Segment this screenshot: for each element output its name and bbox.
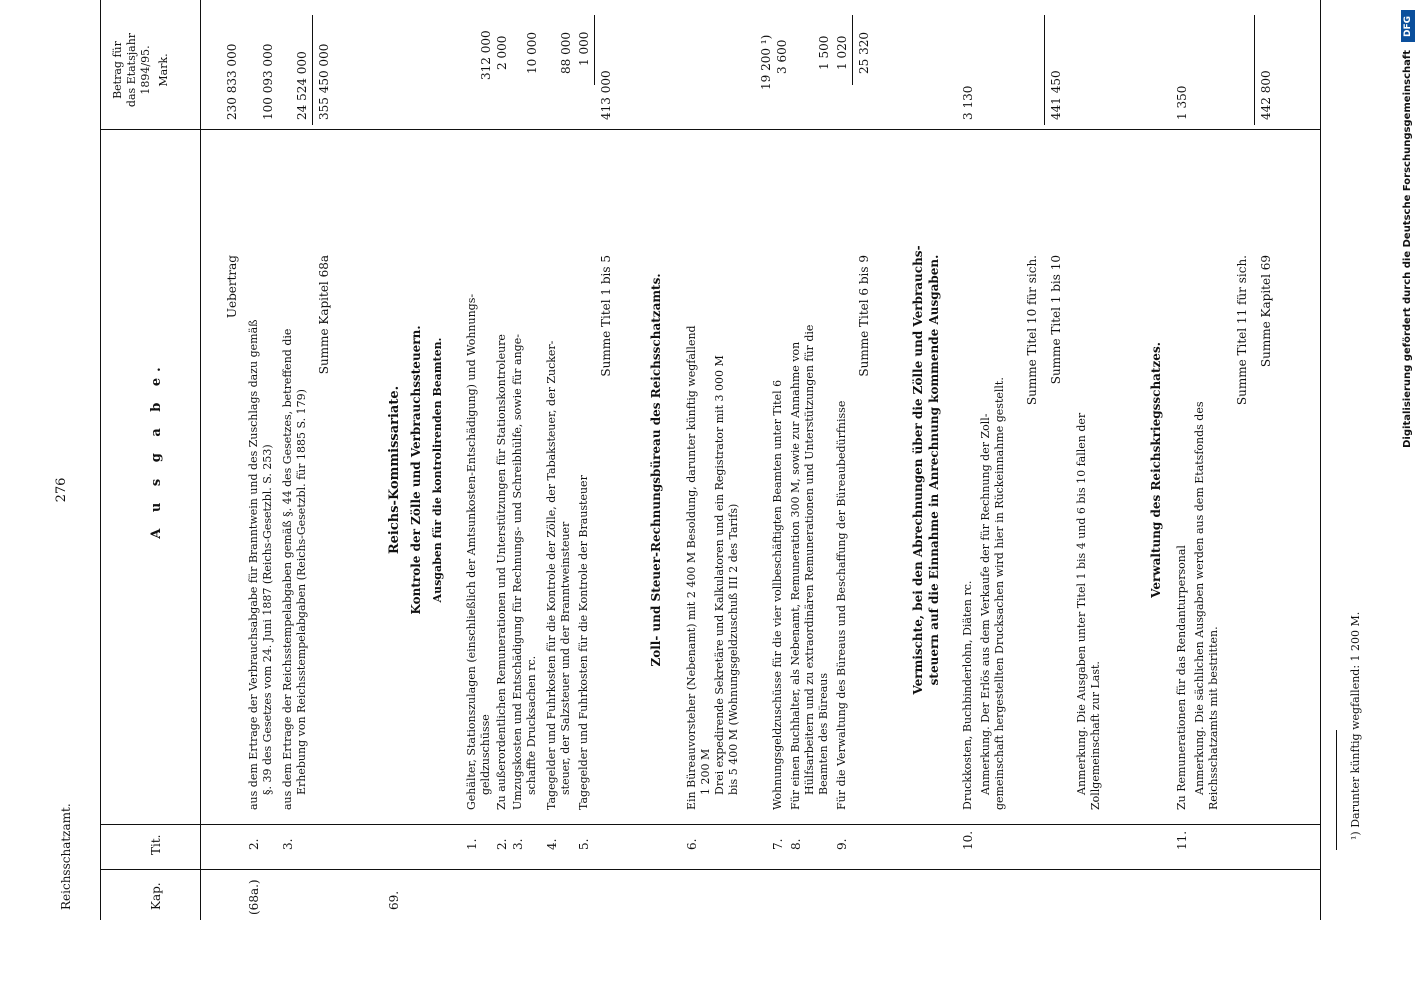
column-kap: Kap. bbox=[149, 882, 163, 910]
tit-3: 3. bbox=[281, 838, 295, 850]
kap-69: 69. bbox=[387, 890, 401, 910]
header-left: Reichsschatzamt. bbox=[59, 803, 73, 910]
tit-8-line-2: Hülfsarbeitern und zu extraordinären Remunerationen und Unterstützungen für die bbox=[803, 324, 816, 795]
sum-rule-69 bbox=[1254, 15, 1255, 125]
anmerkung-zollgemeinschaft-1: Anmerkung. Die Ausgaben unter Titel 1 bis 4 und 6 bis 10 fallen der bbox=[1075, 412, 1088, 795]
footnote: ¹) Darunter künftig wegfallend: 1 200 M. bbox=[1349, 611, 1362, 840]
section-vermischte-2: steuern auf die Einnahme in Anrechnung kommende Ausgaben. bbox=[927, 254, 941, 686]
tit-7-amount: 3 600 bbox=[775, 39, 789, 74]
table-bottom-rule bbox=[1320, 0, 1321, 920]
tit-8: 8. bbox=[789, 838, 803, 850]
tit-9-line-1: Für die Verwaltung des Büreaus und Beschaffung der Büreaubedürfnisse bbox=[835, 400, 848, 810]
tit-2-line-2: §. 39 des Gesetzes vom 24. Juni 1887 (Reichs-Gesetzbl. S. 253) bbox=[261, 444, 274, 795]
column-divider-1 bbox=[100, 869, 1320, 870]
summe-68a-amount: 355 450 000 bbox=[317, 43, 331, 120]
dfg-logo: DFG bbox=[1401, 10, 1415, 42]
column-divider-3 bbox=[100, 129, 1320, 130]
tit-10-amount: 3 130 bbox=[961, 85, 975, 120]
tit-6-line-4: bis 5 400 M (Wohnungsgeldzuschuß III 2 des Tarifs) bbox=[727, 503, 740, 795]
uebertrag-amount: 230 833 000 bbox=[225, 43, 239, 120]
section-reichskriegsschatz: Verwaltung des Reichskriegsschatzes. bbox=[1149, 342, 1163, 598]
column-amount-1: Betrag für bbox=[111, 41, 124, 99]
tit-5-line-1: Tagegelder und Fuhrkosten für die Kontrole der Brausteuer bbox=[577, 475, 590, 810]
section-reichs-kommissariate: Reichs-Kommissariate. bbox=[387, 385, 402, 555]
sum-rule-1-10 bbox=[1044, 15, 1045, 125]
tit-10: 10. bbox=[961, 830, 975, 850]
tit-9-amount: 1 020 bbox=[835, 35, 849, 70]
tit-1-line-2: geldzuschüsse bbox=[479, 714, 492, 795]
anmerkung-zollgemeinschaft-2: Zollgemeinschaft zur Last. bbox=[1089, 661, 1102, 810]
tit-11-amount: 1 350 bbox=[1175, 85, 1189, 120]
tit-1-line-1: Gehälter, Stationszulagen (einschließlich der Amtsunkosten-Entschädigung) und Wohnungs- bbox=[465, 293, 478, 810]
kap-68a: (68a.) bbox=[247, 879, 261, 915]
tit-5: 5. bbox=[577, 838, 591, 850]
tit-3-amount: 24 524 000 bbox=[295, 51, 309, 120]
tit-2b-amount: 2 000 bbox=[495, 35, 509, 70]
tit-8-amount: 1 500 bbox=[817, 35, 831, 70]
column-amount-2: das Etatsjahr bbox=[125, 32, 138, 108]
summe-68a-label: Summe Kapitel 68a bbox=[317, 255, 331, 375]
tit-6-line-2: 1 200 M bbox=[699, 748, 712, 795]
tit-2b: 2. bbox=[495, 838, 509, 850]
tit-11-line-1: Zu Remunerationen für das Rendanturpersonal bbox=[1175, 545, 1188, 810]
uebertrag-label: Uebertrag bbox=[225, 255, 239, 319]
tit-4-line-1: Tagegelder und Fuhrkosten für die Kontrole der Zölle, der Tabaksteuer, der Zucker- bbox=[545, 340, 558, 810]
tit-1: 1. bbox=[465, 838, 479, 850]
tit-2b-line-1: Zu außerordentlichen Remunerationen und Unterstützungen für Stationskontroleure bbox=[495, 334, 508, 810]
section-ausgaben: Ausgaben für die kontrolirenden Beamten. bbox=[431, 337, 444, 603]
column-tit: Tit. bbox=[149, 834, 163, 855]
table-top-rule bbox=[100, 0, 101, 920]
summe-1-10-label: Summe Titel 1 bis 10 bbox=[1049, 255, 1063, 385]
dfg-attribution bbox=[1400, 10, 1416, 700]
column-amount-3: 1894/95. bbox=[139, 45, 152, 95]
summe-1-5-label: Summe Titel 1 bis 5 bbox=[599, 255, 613, 377]
section-kontrole: Kontrole der Zölle und Verbrauchssteuern. bbox=[409, 325, 423, 615]
column-amount-4: Mark. bbox=[157, 53, 170, 87]
tit-7-line-1: Wohnungsgeldzuschüsse für die vier vollbeschäftigten Beamten unter Titel 6 bbox=[771, 379, 784, 810]
summe-1-10-amount: 441 450 bbox=[1049, 70, 1063, 120]
tit-3b-amount: 10 000 bbox=[525, 32, 539, 74]
tit-9: 9. bbox=[835, 838, 849, 850]
header-rule bbox=[200, 0, 201, 920]
tit-8-line-3: Beamten des Büreaus bbox=[817, 672, 830, 795]
tit-2: 2. bbox=[247, 838, 261, 850]
tit-10-line-1: Druckkosten, Buchbinderlohn, Diäten rc. bbox=[961, 580, 974, 810]
section-zoll-rechnungsbuereau: Zoll- und Steuer-Rechnungsbüreau des Reichsschatzamts. bbox=[649, 273, 663, 667]
summe-11-label: Summe Titel 11 für sich. bbox=[1235, 255, 1249, 406]
summe-1-5-amount: 413 000 bbox=[599, 70, 613, 120]
tit-3b-line-1: Umzugskosten und Entschädigung für Rechnungs- und Schreibhülfe, sowie für ange- bbox=[511, 334, 524, 810]
sum-rule-6-9 bbox=[852, 15, 853, 85]
tit-3-line-2: Erhebung von Reichsstempelabgaben (Reichs-Gesetzbl. für 1885 S. 179) bbox=[295, 389, 308, 795]
tit-4: 4. bbox=[545, 838, 559, 850]
column-divider-2 bbox=[100, 824, 1320, 825]
summe-6-9-amount: 25 320 bbox=[857, 32, 871, 74]
tit-2-amount: 100 093 000 bbox=[261, 43, 275, 120]
tit-4-amount: 88 000 bbox=[559, 32, 573, 74]
tit-7: 7. bbox=[771, 838, 785, 850]
tit-11-anmerkung-1: Anmerkung. Die sächlichen Ausgaben werden aus dem Etatsfonds des bbox=[1193, 401, 1206, 795]
tit-6-amount: 19 200 ¹) bbox=[759, 34, 773, 90]
tit-3b: 3. bbox=[511, 838, 525, 850]
tit-6-line-1: Ein Büreauvorsteher (Nebenamt) mit 2 400 M Besoldung, darunter künftig wegfallend bbox=[685, 325, 698, 810]
page-number: 276 bbox=[54, 477, 69, 503]
footnote-rule bbox=[1336, 730, 1337, 850]
sum-rule-68a bbox=[312, 15, 313, 125]
tit-1-amount: 312 000 bbox=[479, 30, 493, 80]
summe-69-label: Summe Kapitel 69 bbox=[1259, 255, 1273, 368]
tit-11: 11. bbox=[1175, 830, 1189, 850]
page-title: A u s g a b e. bbox=[149, 361, 164, 539]
tit-4-line-2: steuer, der Salzsteuer und der Branntweinsteuer bbox=[559, 521, 572, 795]
tit-6: 6. bbox=[685, 838, 699, 850]
tit-8-line-1: Für einen Buchhalter, als Nebenamt, Remuneration 300 M, sowie zur Annahme von bbox=[789, 341, 802, 810]
sum-rule-1-5 bbox=[594, 15, 595, 85]
dfg-note: Digitalisierung gefördert durch die Deutsche Forschungsgemeinschaft bbox=[1402, 50, 1413, 448]
section-vermischte-1: Vermischte, bei den Abrechnungen über die Zölle und Verbrauchs- bbox=[911, 245, 925, 695]
tit-2-line-1: aus dem Ertrage der Verbrauchsabgabe für Branntwein und des Zuschlags dazu gemäß bbox=[247, 319, 260, 810]
tit-3b-line-2: schaffte Drucksachen rc. bbox=[525, 655, 538, 795]
tit-3-line-1: aus dem Ertrage der Reichsstempelabgaben gemäß §. 44 des Gesetzes, betreffend die bbox=[281, 328, 294, 810]
summe-6-9-label: Summe Titel 6 bis 9 bbox=[857, 255, 871, 377]
tit-5-amount: 1 000 bbox=[577, 31, 591, 66]
tit-6-line-3: Drei expedirende Sekretäre und Kalkulatoren und ein Registrator mit 3 000 M bbox=[713, 355, 726, 795]
summe-69-amount: 442 800 bbox=[1259, 70, 1273, 120]
tit-10-anmerkung-2: gemeinschaft hergestellten Drucksachen wird hier in Rückeinnahme gestellt. bbox=[993, 377, 1006, 810]
tit-10-anmerkung-1: Anmerkung. Der Erlös aus dem Verkaufe der für Rechnung der Zoll- bbox=[979, 413, 992, 795]
summe-10-label: Summe Titel 10 für sich. bbox=[1025, 255, 1039, 406]
tit-11-anmerkung-2: Reichsschatzamts mit bestritten. bbox=[1207, 626, 1220, 810]
